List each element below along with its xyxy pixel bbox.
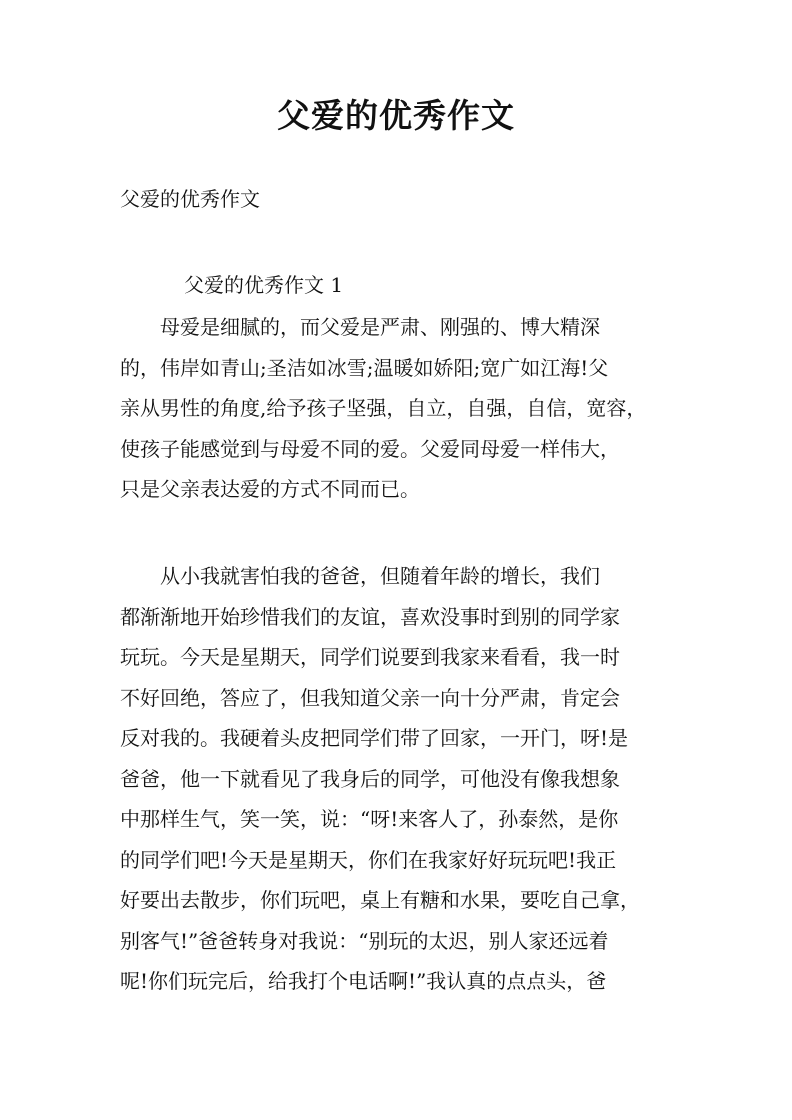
paragraph-2 (120, 556, 680, 1002)
paragraph-line: 中那样生气，笑一笑，说：“呀!来客人了，孙泰然，是你 (120, 807, 619, 831)
paragraph-line: 的同学们吧!今天是星期天，你们在我家好好玩玩吧!我正 (120, 847, 617, 872)
paragraph-line: 都渐渐地开始珍惜我们的友谊，喜欢没事时到别的同学家 (120, 604, 620, 629)
paragraph-line: 呢!你们玩完后，给我打个电话啊!”我认真的点点头，爸 (120, 969, 607, 993)
paragraph-line: 从小我就害怕我的爸爸，但随着年龄的增长，我们 (120, 564, 600, 588)
paragraph-line: 玩玩。今天是星期天，同学们说要到我家来看看，我一时 (120, 645, 620, 669)
paragraph-line: 亲从男性的角度,给予孩子坚强，自立，自强，自信，宽容， (120, 396, 647, 420)
paragraph-line: 使孩子能感觉到与母爱不同的爱。父爱同母爱一样伟大， (120, 436, 620, 461)
section-heading: 父爱的优秀作文 1 (184, 273, 344, 297)
paragraph-line: 好要出去散步，你们玩吧，桌上有糖和水果，要吃自己拿， (120, 888, 640, 912)
paragraph-line: 别客气!”爸爸转身对我说：“别玩的太迟，别人家还远着 (120, 928, 609, 953)
paragraph-line: 的，伟岸如青山;圣洁如冰雪;温暖如娇阳;宽广如江海!父 (120, 355, 609, 380)
page-title: 父爱的优秀作文 (277, 96, 515, 135)
paragraph-line: 爸爸，他一下就看见了我身后的同学，可他没有像我想象 (120, 766, 620, 791)
paragraph-1 (120, 307, 680, 510)
paragraph-line: 母爱是细腻的，而父爱是严肃、刚强的、博大精深 (120, 315, 600, 339)
paragraph-line: 只是父亲表达爱的方式不同而已。 (120, 477, 420, 501)
paragraph-line: 反对我的。我硬着头皮把同学们带了回家，一开门，呀!是 (120, 726, 629, 750)
document-subtitle: 父爱的优秀作文 (120, 187, 260, 211)
paragraph-line: 不好回绝，答应了，但我知道父亲一向十分严肃，肯定会 (120, 685, 620, 710)
